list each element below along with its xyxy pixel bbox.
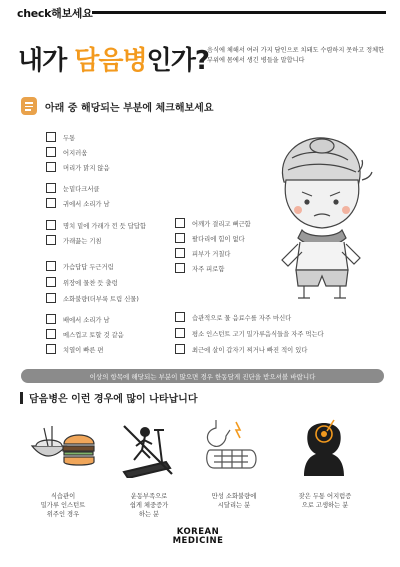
checklist-item[interactable] [46, 276, 118, 288]
checkbox[interactable] [46, 147, 56, 157]
title-part-2: 인가? [146, 46, 209, 76]
checkbox[interactable] [46, 314, 56, 324]
checklist-item-label: 최근에 살이 갑자기 찌거나 빠진 적이 있다 [192, 346, 308, 354]
checkbox[interactable] [46, 183, 56, 193]
checklist-item-label: 배에서 소리가 남 [63, 316, 110, 324]
header-rule [92, 11, 386, 14]
case-caption: 식습관이 밀가루 인스턴트 위주인 경우 [40, 493, 86, 518]
checklist-item-label: 평소 인스턴트 고기 밀가루음식들을 자주 먹는다 [192, 330, 324, 338]
checkbox[interactable] [175, 344, 185, 354]
header-tag: check해보세요 [17, 7, 93, 20]
digestive-system-icon [200, 416, 262, 474]
checkbox[interactable] [46, 293, 56, 303]
checklist-item[interactable] [175, 217, 251, 229]
checkbox[interactable] [175, 328, 185, 338]
title-part-1: 내가 [18, 46, 75, 76]
checklist-item-label: 피부가 거칠다 [192, 250, 231, 258]
checklist-item[interactable] [46, 161, 110, 173]
checkbox[interactable] [46, 220, 56, 230]
checkbox[interactable] [175, 233, 185, 243]
checklist-item[interactable] [46, 328, 124, 340]
logo-line-2: MEDICINE [172, 536, 224, 546]
checklist-item-label: 자주 피로함 [192, 265, 225, 273]
notice-bar [21, 369, 384, 383]
checkbox[interactable] [175, 218, 185, 228]
checklist-item-label: 위장에 물찬 듯 출렁 [63, 279, 118, 287]
checklist-item[interactable] [46, 219, 146, 231]
checklist-item-label: 머리가 맑지 않음 [63, 164, 110, 172]
checklist-item-label: 습관적으로 물 음료수를 자주 마신다 [192, 314, 292, 322]
checklist-item-label: 소화불량(더부룩 트림 신물) [63, 295, 139, 303]
checkbox[interactable] [46, 261, 56, 271]
checklist-item[interactable] [46, 343, 104, 355]
checkbox[interactable] [46, 132, 56, 142]
heading-bar [20, 392, 23, 404]
case-caption: 잦은 두통 어지럼증 으로 고생하는 분 [298, 493, 352, 509]
checklist-item-label: 메스껍고 토할 것 같음 [63, 331, 124, 339]
sick-person-illustration [262, 128, 380, 304]
checklist-item[interactable] [46, 260, 114, 272]
checklist-item[interactable] [46, 146, 87, 158]
checklist-item[interactable] [46, 182, 100, 194]
checklist-item-label: 치열이 빠른 편 [63, 346, 104, 354]
section2-heading-text: 담음병은 이런 경우에 많이 나타납니다 [29, 394, 198, 405]
checklist-item[interactable] [175, 311, 291, 323]
checklist-item-label: 어지러움 [63, 149, 88, 157]
intro-text: 음식에 체해서 여러 가지 담인으로 치돼도 수렴하지 못하고 정체한 부위에 몸에서 생긴 병들을 말합니다 [207, 47, 385, 64]
checklist-item[interactable] [46, 313, 110, 325]
checkbox[interactable] [46, 235, 56, 245]
case-caption: 만성 소화불량에 시달리는 분 [211, 493, 257, 509]
korean-medicine-logo [167, 528, 229, 546]
checkbox[interactable] [46, 344, 56, 354]
page-title [18, 40, 209, 77]
checkbox[interactable] [46, 329, 56, 339]
checklist-item[interactable] [175, 327, 324, 339]
no-exercise-icon [118, 422, 178, 478]
checklist-item-label: 팔다리에 힘이 없다 [192, 235, 245, 243]
checklist-item[interactable] [175, 343, 307, 355]
checkbox[interactable] [175, 263, 185, 273]
fast-food-icon [28, 420, 98, 472]
checklist-item-label: 명치 밑에 가래가 낀 듯 답답함 [63, 222, 147, 230]
case-caption: 운동부족으로 쉽게 체중증가 하는 분 [129, 493, 169, 518]
checklist-item[interactable] [175, 262, 224, 274]
headache-icon [296, 416, 352, 476]
checkbox[interactable] [175, 312, 185, 322]
checklist-heading [21, 96, 214, 116]
checklist-item-label: 가래끓는 기침 [63, 237, 102, 245]
checklist-item[interactable] [46, 197, 110, 209]
logo-line-1: KOREAN [176, 527, 220, 537]
checklist-item[interactable] [46, 234, 102, 246]
checklist-item-label: 두통 [63, 134, 76, 142]
checkbox[interactable] [175, 248, 185, 258]
checklist-item[interactable] [175, 247, 231, 259]
title-highlight: 담음병 [74, 46, 147, 76]
checkbox[interactable] [46, 198, 56, 208]
section2-heading [20, 390, 198, 405]
checkbox[interactable] [46, 277, 56, 287]
checklist-item-label: 눈밑다크서클 [63, 185, 100, 193]
checklist-item-label: 어깨가 결리고 뻐근함 [192, 220, 251, 228]
checkbox[interactable] [46, 162, 56, 172]
checklist-item[interactable] [46, 292, 139, 304]
checklist-item[interactable] [175, 232, 245, 244]
checklist-heading-text: 아래 중 해당되는 부분에 체크해보세요 [45, 102, 214, 114]
notice-text: 이상의 항목에 해당되는 부분이 많으면 경우 한동담게 진단을 받으셔볼 바랍니다 [89, 372, 316, 381]
checklist-item[interactable] [46, 131, 75, 143]
checklist-item-label: 귀에서 소리가 남 [63, 200, 110, 208]
document-icon [21, 97, 37, 115]
checklist-item-label: 가슴답답 두근거림 [63, 263, 114, 271]
